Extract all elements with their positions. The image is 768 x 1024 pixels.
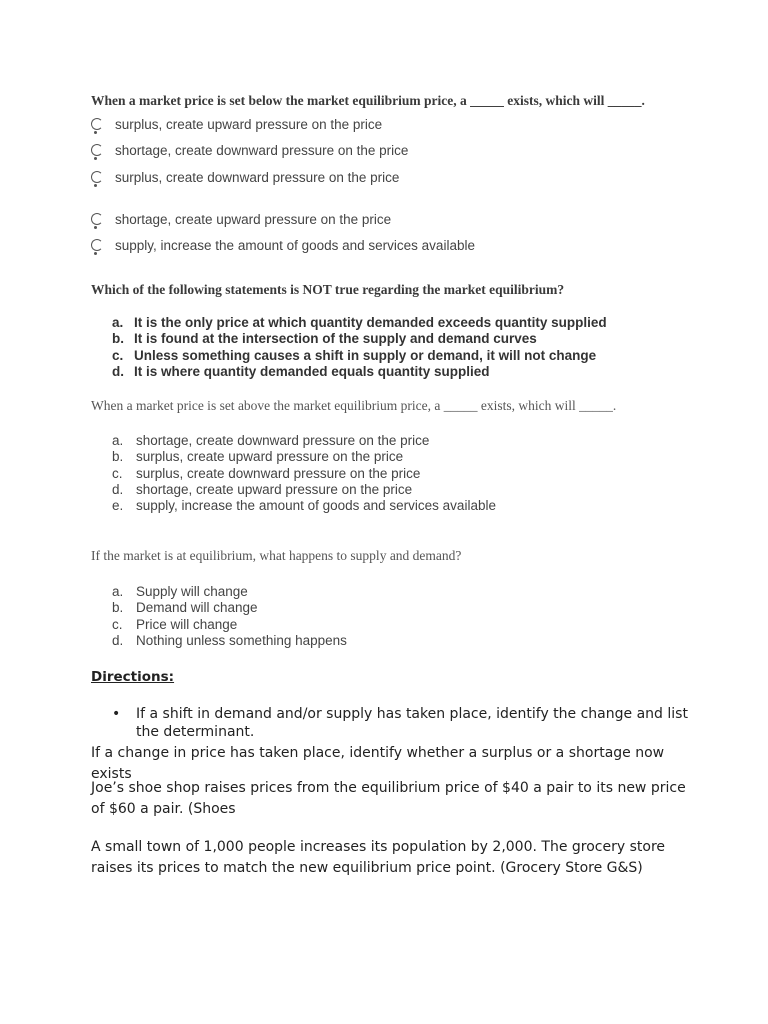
list-item-text: shortage, create downward pressure on the price (136, 433, 430, 448)
list-marker: a. (112, 584, 124, 599)
list-item (112, 584, 347, 600)
list-marker: d. (112, 632, 124, 648)
q3-question: When a market price is set above the market equilibrium price, a _____ exists, which will _____. (91, 398, 617, 413)
list-item-text: supply, increase the amount of goods and services available (136, 498, 496, 514)
q1-option-text: surplus, create upward pressure on the price (115, 117, 383, 132)
radio-icon[interactable] (91, 171, 103, 183)
list-item (112, 482, 496, 498)
q1-option-text: surplus, create downward pressure on the price (115, 170, 400, 185)
radio-icon[interactable] (91, 213, 103, 225)
list-item-text: It is the only price at which quantity demanded exceeds quantity supplied (134, 315, 607, 330)
directions-bullet-text: If a shift in demand and/or supply has taken place, identify the change and list the determinant. (136, 706, 688, 740)
list-item-text: It is where quantity demanded equals quantity supplied (134, 363, 490, 379)
list-item-text: It is found at the intersection of the supply and demand curves (134, 331, 537, 347)
q3-options (112, 433, 496, 514)
radio-icon[interactable] (91, 118, 103, 130)
list-item (112, 600, 347, 616)
list-marker: d. (112, 363, 124, 379)
list-item-text: surplus, create upward pressure on the price (136, 449, 404, 465)
list-item (112, 617, 347, 633)
list-marker: e. (112, 498, 124, 514)
q1-option-4[interactable] (91, 212, 391, 227)
q1-option-text: shortage, create downward pressure on the price (115, 143, 409, 158)
list-item (112, 449, 496, 465)
list-marker: b. (112, 600, 124, 616)
list-marker: c. (112, 465, 123, 481)
radio-icon[interactable] (91, 239, 103, 251)
directions-line: If a change in price has taken place, identify whether a surplus or a shortage now exists (91, 745, 665, 782)
q1-option-3[interactable] (91, 170, 399, 185)
scenario-grocery: A small town of 1,000 people increases its population by 2,000. The grocery store raises its prices to match the new equilibrium price point. (Grocery Store G&S) (91, 839, 665, 876)
list-item (112, 364, 607, 380)
directions-bullet (112, 705, 692, 741)
list-item-text: Supply will change (136, 584, 248, 599)
list-item-text: Nothing unless something happens (136, 632, 347, 648)
list-item (112, 633, 347, 649)
list-marker: b. (112, 449, 124, 465)
bullet-icon: • (112, 706, 121, 722)
q1-option-text: shortage, create upward pressure on the price (115, 212, 392, 227)
list-item (112, 466, 496, 482)
list-marker: d. (112, 481, 124, 497)
q4-question: If the market is at equilibrium, what happens to supply and demand? (91, 548, 462, 563)
list-item (112, 331, 607, 347)
q1-question: When a market price is set below the market equilibrium price, a _____ exists, which will _____. (91, 93, 645, 108)
list-item-text: Demand will change (136, 600, 258, 616)
radio-icon[interactable] (91, 144, 103, 156)
q1-option-1[interactable] (91, 117, 382, 132)
q1-option-5[interactable] (91, 238, 475, 253)
list-item-text: Unless something causes a shift in supply or demand, it will not change (134, 347, 597, 363)
q1-option-text: supply, increase the amount of goods and services available (115, 238, 475, 253)
list-item-text: surplus, create downward pressure on the price (136, 465, 421, 481)
directions-label: Directions: (91, 669, 175, 685)
q2-question: Which of the following statements is NOT true regarding the market equilibrium? (91, 282, 565, 297)
list-item-text: shortage, create upward pressure on the price (136, 481, 413, 497)
q4-options (112, 584, 347, 649)
list-marker: a. (112, 315, 124, 330)
list-marker: a. (112, 433, 124, 448)
q1-option-2[interactable] (91, 143, 408, 158)
list-item (112, 498, 496, 514)
list-item (112, 433, 496, 449)
list-item (112, 348, 607, 364)
list-marker: c. (112, 616, 123, 632)
scenario-shoes: Joe’s shoe shop raises prices from the equilibrium price of $40 a pair to its new price of $60 a pair. (Shoes (91, 780, 686, 817)
q2-options (112, 315, 607, 380)
list-marker: c. (112, 347, 124, 363)
list-marker: b. (112, 331, 124, 347)
list-item (112, 315, 607, 331)
list-item-text: Price will change (136, 616, 238, 632)
